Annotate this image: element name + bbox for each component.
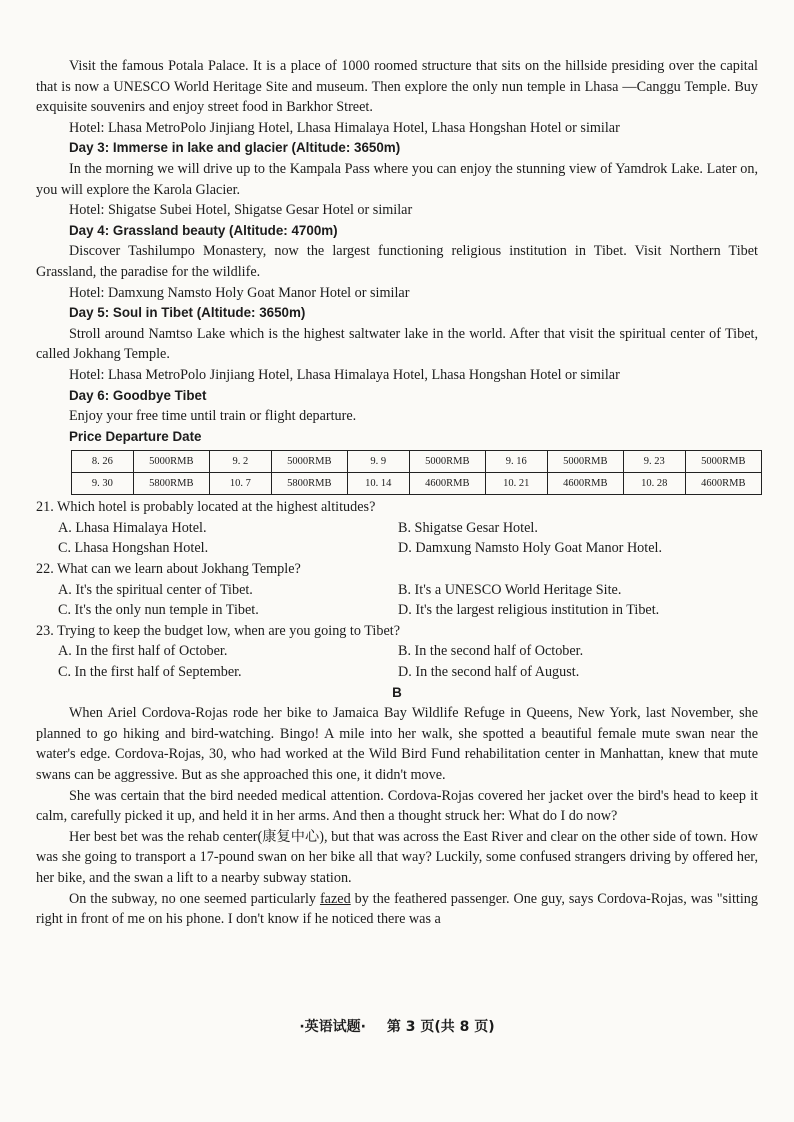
day3-description: In the morning we will drive up to the Kampala Pass where you can enjoy the stunning view of Yamdrok Lake. Later on, you will explore the Karola Glacier. — [36, 160, 758, 198]
question-21-options — [36, 518, 758, 559]
day4-hotel: Hotel: Damxung Namsto Holy Goat Manor Hotel or similar — [69, 284, 410, 301]
paragraph-4-text-end: by the feathered passenger. One guy, says Cordova-Rojas, was "sitting right in front of me on his phone. I don't know if he noticed there was a — [36, 890, 758, 928]
price-date: 10. 7 — [209, 473, 271, 495]
paragraph-4-text-start: On the subway, no one seemed particularly — [69, 890, 320, 907]
price-date: 9. 9 — [347, 451, 409, 473]
option-d: D. Damxung Namsto Holy Goat Manor Hotel. — [398, 540, 663, 557]
day6-title: Day 6: Goodbye Tibet — [69, 387, 207, 403]
price-value: 5000RMB — [409, 451, 485, 473]
price-date: 9. 2 — [209, 451, 271, 473]
question-22-stem: 22. What can we learn about Jokhang Temple? — [36, 561, 301, 578]
question-21-stem: 21. Which hotel is probably located at the highest altitudes? — [36, 499, 376, 516]
option-d: D. In the second half of August. — [398, 664, 580, 681]
passage-b-paragraph-4 — [36, 889, 758, 930]
price-value: 4600RMB — [547, 473, 623, 495]
footer-page-number: 第 3 页(共 8 页) — [386, 1019, 495, 1035]
option-b: B. In the second half of October. — [398, 643, 584, 660]
price-value: 5000RMB — [547, 451, 623, 473]
price-value: 5000RMB — [685, 451, 761, 473]
day5-hotel: Hotel: Lhasa MetroPolo Jinjiang Hotel, Lhasa Himalaya Hotel, Lhasa Hongshan Hotel or similar — [69, 366, 620, 383]
price-table-title: Price Departure Date — [69, 428, 202, 444]
day5-title: Day 5: Soul in Tibet (Altitude: 3650m) — [69, 305, 306, 321]
price-value: 5800RMB — [271, 473, 347, 495]
page-footer — [0, 1016, 794, 1036]
price-value: 5000RMB — [271, 451, 347, 473]
passage-b-paragraph-1: When Ariel Cordova-Rojas rode her bike to Jamaica Bay Wildlife Refuge in Queens, New York, last November, she planned to go hiking and bird-watching. Bingo! A mile into her walk, she spotted a beautiful female mute swan near the water's edge. Cordova-Rojas, 30, who had worked at the Wild Bird Fund rehabilitation center in Manhattan, knew that mute swans can be aggressive. But as she approached this one, it didn't move. — [36, 705, 758, 783]
day4-description: Discover Tashilumpo Monastery, now the largest functioning religious institution in Tibet. Visit Northern Tibet Grassland, the paradise for the wildlife. — [36, 243, 758, 280]
underlined-word-fazed: fazed — [319, 890, 351, 907]
price-date: 8. 26 — [72, 451, 134, 473]
question-23-options — [36, 641, 758, 682]
passage-b-paragraph-2: She was certain that the bird needed medical attention. Cordova-Rojas covered her jacket over the bird's head to keep it calm, carefully picked it up, and held it in her arms. And then a thought struck her: What do I do now? — [36, 787, 758, 825]
price-row-1 — [72, 451, 762, 473]
day3-title: Day 3: Immerse in lake and glacier (Altitude: 3650m) — [69, 140, 401, 156]
price-date: 10. 21 — [485, 473, 547, 495]
day2-description: Visit the famous Potala Palace. It is a place of 1000 roomed structure that sits on the hillside presiding over the capital that is now a UNESCO World Heritage Site and museum. Then explore the only nun temple in Lhasa —Canggu Temple. Buy exquisite souvenirs and enjoy street food in Barkhor Street. — [36, 58, 758, 116]
day6-description: Enjoy your free time until train or flight departure. — [69, 408, 357, 425]
page-content — [36, 56, 758, 930]
question-23-stem: 23. Trying to keep the budget low, when are you going to Tibet? — [36, 622, 400, 639]
option-b: B. It's a UNESCO World Heritage Site. — [398, 581, 622, 598]
passage-b-paragraph-3: Her best bet was the rehab center(康复中心), but that was across the East River and clear on the other side of town. How was she going to transport a 17-pound swan on her bike all that way? Luckily, some confused strangers driving by offered her, her bike, and the swan a lift to a nearby subway station. — [36, 828, 758, 886]
price-date: 9. 30 — [72, 473, 134, 495]
price-date: 9. 23 — [623, 451, 685, 473]
question-22-options — [36, 580, 758, 621]
option-c: C. Lhasa Hongshan Hotel. — [58, 540, 209, 557]
price-value: 4600RMB — [685, 473, 761, 495]
option-c: C. It's the only nun temple in Tibet. — [58, 602, 259, 619]
option-a: A. In the first half of October. — [58, 643, 228, 660]
day2-hotel: Hotel: Lhasa MetroPolo Jinjiang Hotel, Lhasa Himalaya Hotel, Lhasa Hongshan Hotel or similar — [69, 119, 620, 136]
option-b: B. Shigatse Gesar Hotel. — [398, 519, 538, 536]
footer-subject: ·英语试题· — [299, 1019, 366, 1035]
price-value: 4600RMB — [409, 473, 485, 495]
option-a: A. Lhasa Himalaya Hotel. — [58, 519, 207, 536]
option-a: A. It's the spiritual center of Tibet. — [58, 581, 253, 598]
price-value: 5000RMB — [133, 451, 209, 473]
option-c: C. In the first half of September. — [58, 664, 242, 681]
price-date: 10. 14 — [347, 473, 409, 495]
day4-title: Day 4: Grassland beauty (Altitude: 4700m) — [69, 222, 338, 238]
price-date: 9. 16 — [485, 451, 547, 473]
price-row-2 — [72, 473, 762, 495]
price-table — [71, 450, 762, 495]
price-date: 10. 28 — [623, 473, 685, 495]
day5-description: Stroll around Namtso Lake which is the highest saltwater lake in the world. After that visit the spiritual center of Tibet, called Jokhang Temple. — [36, 325, 758, 363]
day3-hotel: Hotel: Shigatse Subei Hotel, Shigatse Gesar Hotel or similar — [69, 202, 413, 219]
section-b-heading: B — [392, 684, 402, 700]
price-value: 5800RMB — [133, 473, 209, 495]
option-d: D. It's the largest religious institution in Tibet. — [398, 602, 660, 619]
